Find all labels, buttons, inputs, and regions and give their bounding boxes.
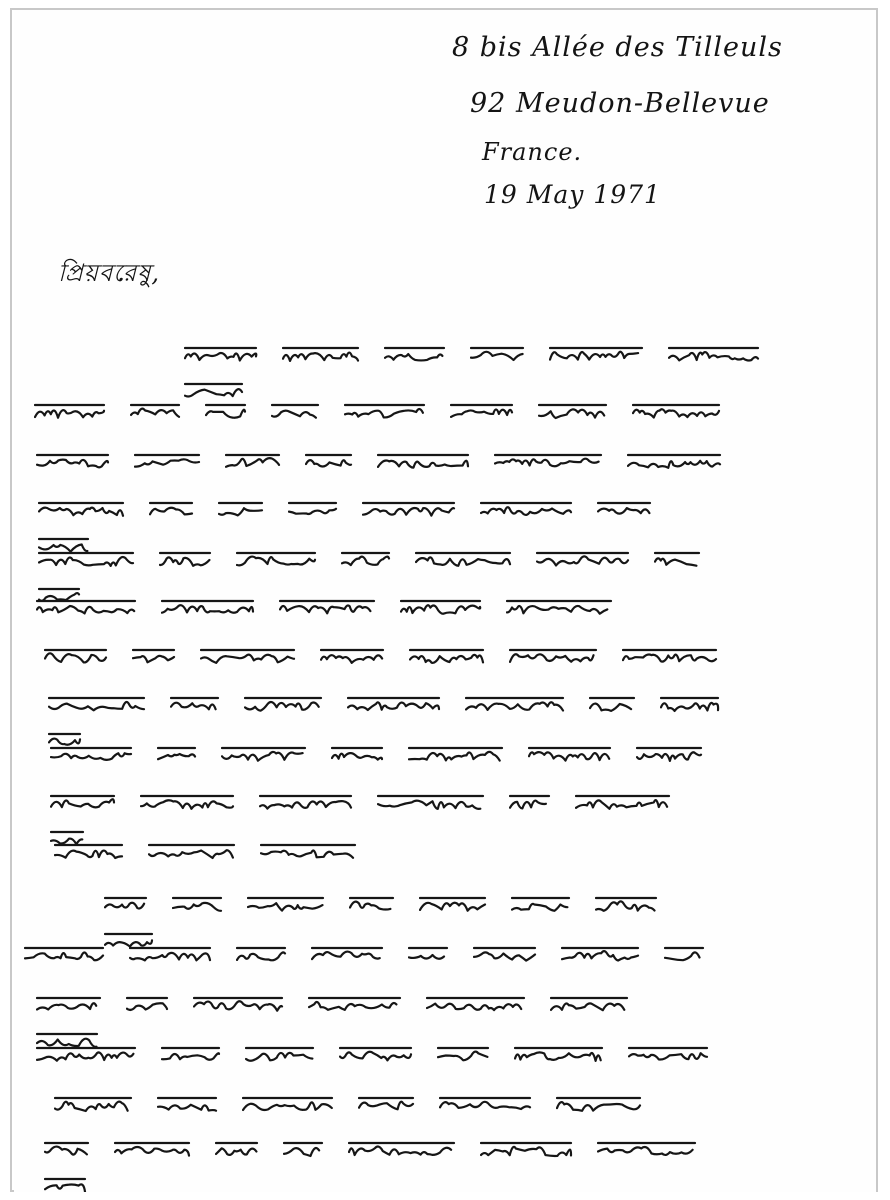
handwritten-word <box>271 401 320 423</box>
handwritten-word <box>283 1139 324 1161</box>
handwritten-word <box>377 451 470 473</box>
handwritten-word <box>38 549 135 571</box>
handwritten-word <box>225 451 281 473</box>
handwritten-word <box>308 994 402 1016</box>
handwritten-word <box>450 401 514 423</box>
handwritten-word <box>244 694 323 716</box>
handwritten-word <box>506 597 613 619</box>
handwritten-word <box>480 1139 573 1161</box>
handwritten-word <box>575 792 671 814</box>
address-line-street: 8 bis Allée des Tilleuls <box>452 32 783 63</box>
handwritten-word <box>236 944 287 966</box>
handwritten-word <box>129 944 212 966</box>
handwritten-word <box>536 549 630 571</box>
handwritten-word <box>305 451 353 473</box>
handwritten-word <box>132 646 176 668</box>
salutation: প্রিয়বরেষু, <box>58 259 160 287</box>
handwritten-word <box>104 894 148 916</box>
handwritten-word <box>200 646 296 668</box>
handwritten-word <box>126 994 169 1016</box>
handwritten-word <box>36 994 102 1016</box>
handwritten-word <box>632 401 721 423</box>
handwritten-line <box>44 1130 774 1166</box>
handwritten-word <box>400 597 482 619</box>
handwritten-word <box>470 344 525 366</box>
handwritten-word <box>439 1094 532 1116</box>
letter-page <box>14 10 876 1192</box>
handwritten-line <box>50 783 740 819</box>
handwritten-line <box>104 885 744 921</box>
handwritten-word <box>44 1175 87 1192</box>
handwritten-line <box>48 685 788 721</box>
handwritten-word <box>184 344 258 366</box>
handwritten-word <box>511 894 571 916</box>
handwritten-line <box>34 392 764 428</box>
handwritten-word <box>193 994 284 1016</box>
handwritten-word <box>236 549 317 571</box>
handwritten-word <box>149 499 194 521</box>
handwritten-word <box>221 744 307 766</box>
handwritten-word <box>341 549 391 571</box>
handwritten-word <box>140 792 235 814</box>
handwritten-word <box>636 744 703 766</box>
handwritten-word <box>597 499 652 521</box>
handwritten-line <box>54 1085 674 1121</box>
handwritten-word <box>347 694 441 716</box>
handwritten-word <box>668 344 760 366</box>
handwritten-word <box>44 1139 90 1161</box>
handwritten-word <box>38 499 125 521</box>
handwritten-line <box>38 490 738 526</box>
handwritten-line <box>44 637 764 673</box>
handwritten-word <box>50 792 116 814</box>
handwritten-line <box>184 335 854 371</box>
handwritten-word <box>465 694 565 716</box>
handwritten-word <box>259 792 353 814</box>
handwritten-word <box>157 1094 218 1116</box>
handwritten-word <box>50 744 133 766</box>
handwritten-word <box>44 646 108 668</box>
handwritten-word <box>628 1044 709 1066</box>
handwritten-word <box>349 894 395 916</box>
letter-date: 19 May 1971 <box>484 180 661 209</box>
handwritten-word <box>664 944 705 966</box>
handwritten-word <box>320 646 385 668</box>
handwritten-word <box>377 792 485 814</box>
handwritten-word <box>54 841 124 863</box>
handwritten-line <box>50 735 750 771</box>
handwritten-word <box>595 894 658 916</box>
handwritten-word <box>54 1094 133 1116</box>
handwritten-word <box>556 1094 642 1116</box>
handwritten-word <box>437 1044 490 1066</box>
handwritten-word <box>170 694 220 716</box>
handwritten-word <box>288 499 338 521</box>
handwritten-word <box>509 646 598 668</box>
handwritten-word <box>426 994 526 1016</box>
handwritten-word <box>247 894 325 916</box>
handwritten-word <box>561 944 640 966</box>
address-line-country: France. <box>482 138 583 166</box>
handwritten-word <box>36 1044 137 1066</box>
handwritten-word <box>514 1044 604 1066</box>
handwritten-word <box>344 401 426 423</box>
handwritten-word <box>494 451 603 473</box>
handwritten-word <box>36 597 137 619</box>
handwritten-word <box>279 597 376 619</box>
handwritten-word <box>408 744 504 766</box>
handwritten-word <box>362 499 456 521</box>
handwritten-word <box>205 401 247 423</box>
handwritten-word <box>215 1139 259 1161</box>
handwritten-word <box>339 1044 413 1066</box>
handwritten-line <box>54 832 414 868</box>
handwritten-word <box>48 694 146 716</box>
handwritten-word <box>549 344 644 366</box>
handwritten-line <box>38 540 778 576</box>
handwritten-word <box>528 744 612 766</box>
handwritten-word <box>622 646 718 668</box>
handwritten-word <box>660 694 720 716</box>
handwritten-word <box>509 792 551 814</box>
handwritten-word <box>408 944 449 966</box>
handwritten-word <box>331 744 384 766</box>
handwritten-word <box>311 944 384 966</box>
handwritten-word <box>24 944 105 966</box>
handwritten-word <box>384 344 446 366</box>
handwritten-word <box>161 597 255 619</box>
handwritten-word <box>34 401 106 423</box>
handwritten-word <box>550 994 629 1016</box>
handwritten-word <box>130 401 181 423</box>
handwritten-word <box>114 1139 191 1161</box>
handwritten-word <box>245 1044 315 1066</box>
handwritten-word <box>260 841 357 863</box>
handwritten-line <box>36 588 676 624</box>
handwritten-word <box>597 1139 697 1161</box>
handwritten-word <box>148 841 236 863</box>
handwritten-word <box>480 499 573 521</box>
handwritten-word <box>348 1139 456 1161</box>
handwritten-word <box>409 646 485 668</box>
handwritten-line <box>36 442 756 478</box>
handwritten-line <box>36 1035 736 1071</box>
handwritten-word <box>654 549 701 571</box>
handwritten-word <box>415 549 512 571</box>
handwritten-word <box>157 744 197 766</box>
handwritten-word <box>134 451 201 473</box>
handwritten-word <box>627 451 722 473</box>
handwritten-word <box>161 1044 221 1066</box>
handwritten-word <box>419 894 487 916</box>
handwritten-word <box>282 344 360 366</box>
handwritten-word <box>218 499 264 521</box>
handwritten-word <box>473 944 537 966</box>
handwritten-line <box>36 985 726 1021</box>
handwritten-word <box>589 694 636 716</box>
address-line-city: 92 Meudon-Bellevue <box>470 88 770 119</box>
handwritten-word <box>159 549 212 571</box>
handwritten-word <box>538 401 608 423</box>
handwritten-word <box>36 451 110 473</box>
handwritten-word <box>172 894 223 916</box>
handwritten-line <box>24 935 744 971</box>
handwritten-word <box>358 1094 415 1116</box>
handwritten-word <box>242 1094 334 1116</box>
